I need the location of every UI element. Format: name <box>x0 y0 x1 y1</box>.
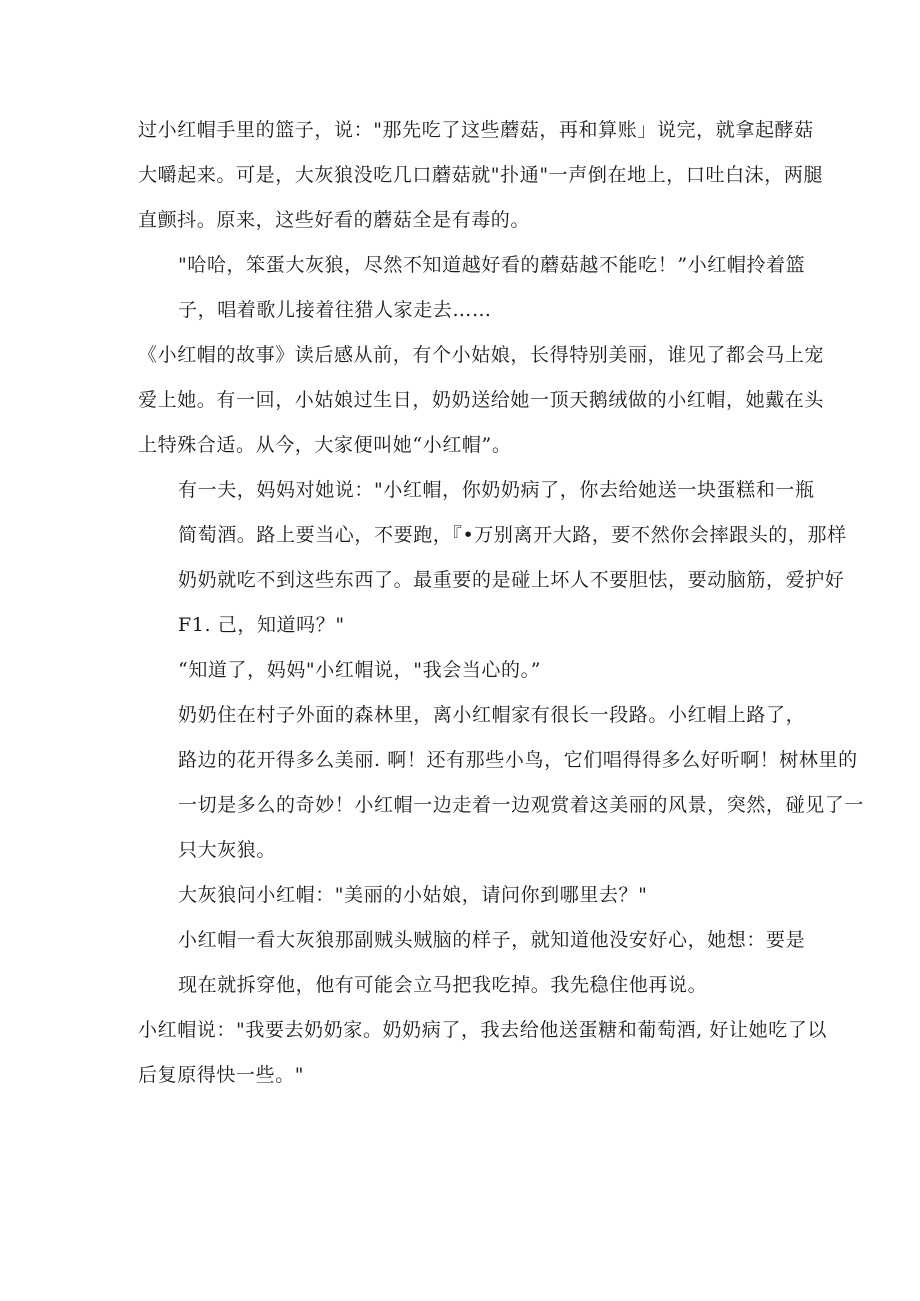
text-line: 只大灰狼。 <box>178 839 277 861</box>
text-line: 现在就拆穿他，他有可能会立马把我吃掉。我先稳住他再说。 <box>178 974 708 996</box>
paragraph <box>138 1008 828 1098</box>
paragraph <box>138 918 806 1008</box>
paragraph <box>138 873 783 918</box>
text-line: "哈哈，笨蛋大灰狼，尽然不知道越好看的蘑菇越不能吃！”小红帽拎着篮 <box>178 254 806 276</box>
text-line: 《小红帽的故事》读后感从前，有个小姑娘，长得特别美丽，谁见了都会马上宠 <box>138 344 825 366</box>
text-line: 奶奶住在村子外面的森林里，离小红帽家有很长一段路。小红帽上路了， <box>178 704 806 726</box>
paragraph <box>138 333 825 468</box>
document-body <box>138 108 865 1098</box>
paragraph <box>138 693 865 873</box>
text-line: 后复原得快一些。" <box>138 1064 305 1086</box>
text-line: 爱上她。有一回，小姑娘过生日，奶奶送给她一顶天鹅绒做的小红帽，她戴在头 <box>138 389 825 411</box>
text-line: 有一夫，妈妈对她说："小红帽，你奶奶病了，你去给她送一块蛋糕和一瓶 <box>178 479 815 501</box>
text-line: 路边的花开得多么美丽. 啊！还有那些小鸟，它们唱得得多么好听啊！树林里的 <box>178 749 858 771</box>
text-line: 小红帽说："我要去奶奶家。奶奶病了，我去给他送蛋糖和葡萄酒, 好让她吃了以 <box>138 1019 828 1041</box>
paragraph <box>138 468 847 648</box>
text-line: 直颤抖。原来，这些好看的蘑菇全是有毒的。 <box>138 209 531 231</box>
text-line: 奶奶就吃不到这些东西了。最重要的是碰上坏人不要胆怯，要动脑筋，爱护好 <box>178 569 845 591</box>
text-line: 子，唱着歌儿接着往猎人家走去…… <box>178 299 492 321</box>
text-line: F1. 己，知道吗？" <box>178 614 345 636</box>
text-line: 大嚼起来。可是，大灰狼没吃几口蘑菇就"扑通"一声倒在地上，口吐白沫，两腿 <box>138 164 824 186</box>
text-line: 过小红帽手里的篮子，说："那先吃了这些蘑菇，再和算账」说完，就拿起酵菇 <box>138 119 814 141</box>
text-line: 一切是多么的奇妙！小红帽一边走着一边观赏着这美丽的风景，突然，碰见了一 <box>178 794 865 816</box>
text-line: 小红帽一看大灰狼那副贼头贼脑的样子，就知道他没安好心，她想：要是 <box>178 929 806 951</box>
paragraph <box>138 648 783 693</box>
text-line: “知道了，妈妈"小红帽说，"我会当心的。” <box>178 659 542 681</box>
paragraph <box>138 108 824 243</box>
paragraph <box>138 243 806 333</box>
text-line: 上特殊合适。从今，大家便叫她“小红帽”。 <box>138 434 512 456</box>
text-line: 简萄酒。路上要当心，不要跑，『•万别离开大路，要不然你会摔跟头的，那样 <box>178 524 847 546</box>
text-line: 大灰狼问小红帽："美丽的小姑娘，请问你到哪里去？" <box>178 884 648 906</box>
